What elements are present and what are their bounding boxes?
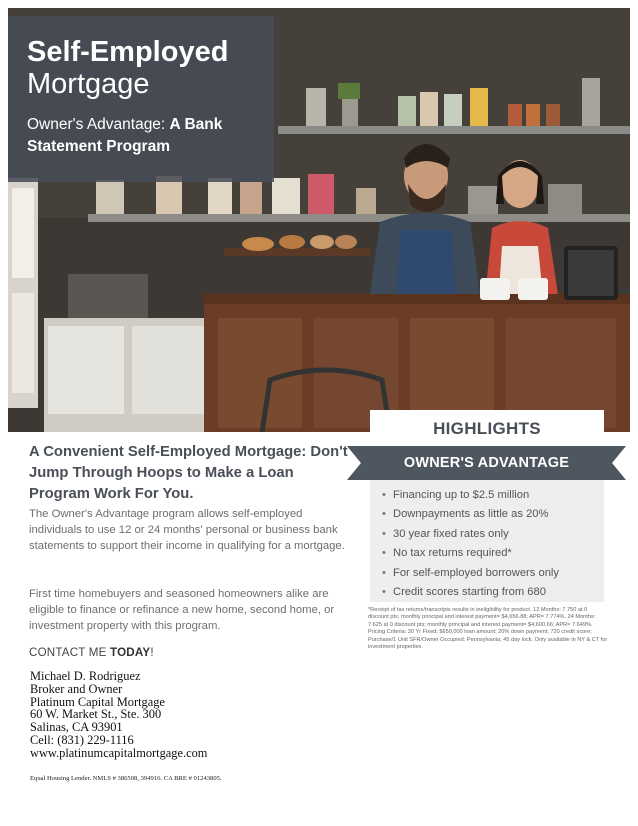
contact-suffix: !	[150, 646, 154, 659]
owners-advantage-ribbon	[347, 446, 626, 480]
title-main: Self-Employed	[27, 36, 229, 68]
company-name: Platinum Capital Mortgage	[30, 694, 165, 709]
website-link[interactable]: www.platinumcapitalmortgage.com	[30, 745, 208, 760]
bullet-icon: •	[382, 547, 386, 560]
contact-cta	[29, 646, 154, 659]
highlight-text: No tax returns required*	[393, 547, 512, 560]
contact-prefix: CONTACT ME	[29, 646, 110, 659]
body-paragraph-1: The Owner's Advantage program allows self-employed individuals to use 12 or 24 months' personal or business bank statements to support their income in qualifying for a mortgage.	[29, 508, 345, 552]
highlight-text: For self-employed borrowers only	[393, 566, 560, 579]
highlight-item	[382, 486, 604, 505]
bullet-icon: •	[382, 586, 386, 599]
body-headline: A Convenient Self-Employed Mortgage: Don't Jump Through Hoops to Make a Loan Program Work For You.	[29, 444, 348, 502]
rate-disclaimer: *Receipt of tax returns/transcripts results in ineligibility for product. 12 Months: 7.750 at 0 discount pts; monthly principal and interest payment= $4,656.88; APR= 7.774%. 24 Months: 7.625 at 0 discount pts; monthly principal and interest payment= $4,600.66; APR= 7.649%. Pricing Criteria: 30 Yr Fixed; $650,000 loan amount; 20% down payment; 720 credit score; Purchase/1 Unit SFR/Owner Occupied; Pennsylvania; 45 day lock. Only available in NY & CT for investment properties.	[368, 607, 608, 651]
highlight-text: Downpayments as little as 20%	[393, 508, 549, 521]
bullet-icon: •	[382, 527, 386, 540]
agent-name: Michael D. Rodriguez	[30, 669, 141, 683]
ribbon-label: OWNER'S ADVANTAGE	[403, 455, 570, 471]
title-box	[8, 16, 274, 182]
highlight-item	[382, 525, 604, 544]
contact-card	[30, 670, 207, 760]
subtitle-bold: A Bank Statement Program	[27, 116, 223, 155]
subtitle-prefix: Owner's Advantage:	[27, 116, 170, 133]
city-state-zip: Salinas, CA 93901	[30, 720, 123, 735]
agent-title: Broker and Owner	[30, 681, 123, 696]
highlight-text: Financing up to $2.5 million	[393, 489, 530, 501]
subtitle	[27, 114, 256, 158]
bullet-icon: •	[382, 566, 386, 579]
highlight-item	[382, 505, 604, 524]
body-paragraph-2: First time homebuyers and seasoned homeowners alike are eligible to finance or refinance a new home, second home, or investment property with this program.	[29, 588, 335, 632]
contact-bold: TODAY	[110, 646, 151, 659]
bullet-icon: •	[382, 489, 386, 501]
phone-number: Cell: (831) 229-1116	[30, 732, 134, 747]
title-secondary: Mortgage	[27, 68, 150, 100]
legal-notice: Equal Housing Lender. NMLS # 386508, 394916. CA BRE # 01243805.	[30, 775, 222, 782]
highlight-item	[382, 583, 604, 602]
highlight-text: 30 year fixed rates only	[393, 527, 509, 540]
highlight-text: Credit scores starting from 680	[393, 586, 546, 599]
highlight-item	[382, 564, 604, 583]
highlights-list	[370, 480, 604, 602]
highlights-heading: HIGHLIGHTS	[370, 410, 604, 446]
street-address: 60 W. Market St., Ste. 300	[30, 707, 162, 722]
bullet-icon: •	[382, 508, 386, 521]
highlight-item	[382, 544, 604, 563]
